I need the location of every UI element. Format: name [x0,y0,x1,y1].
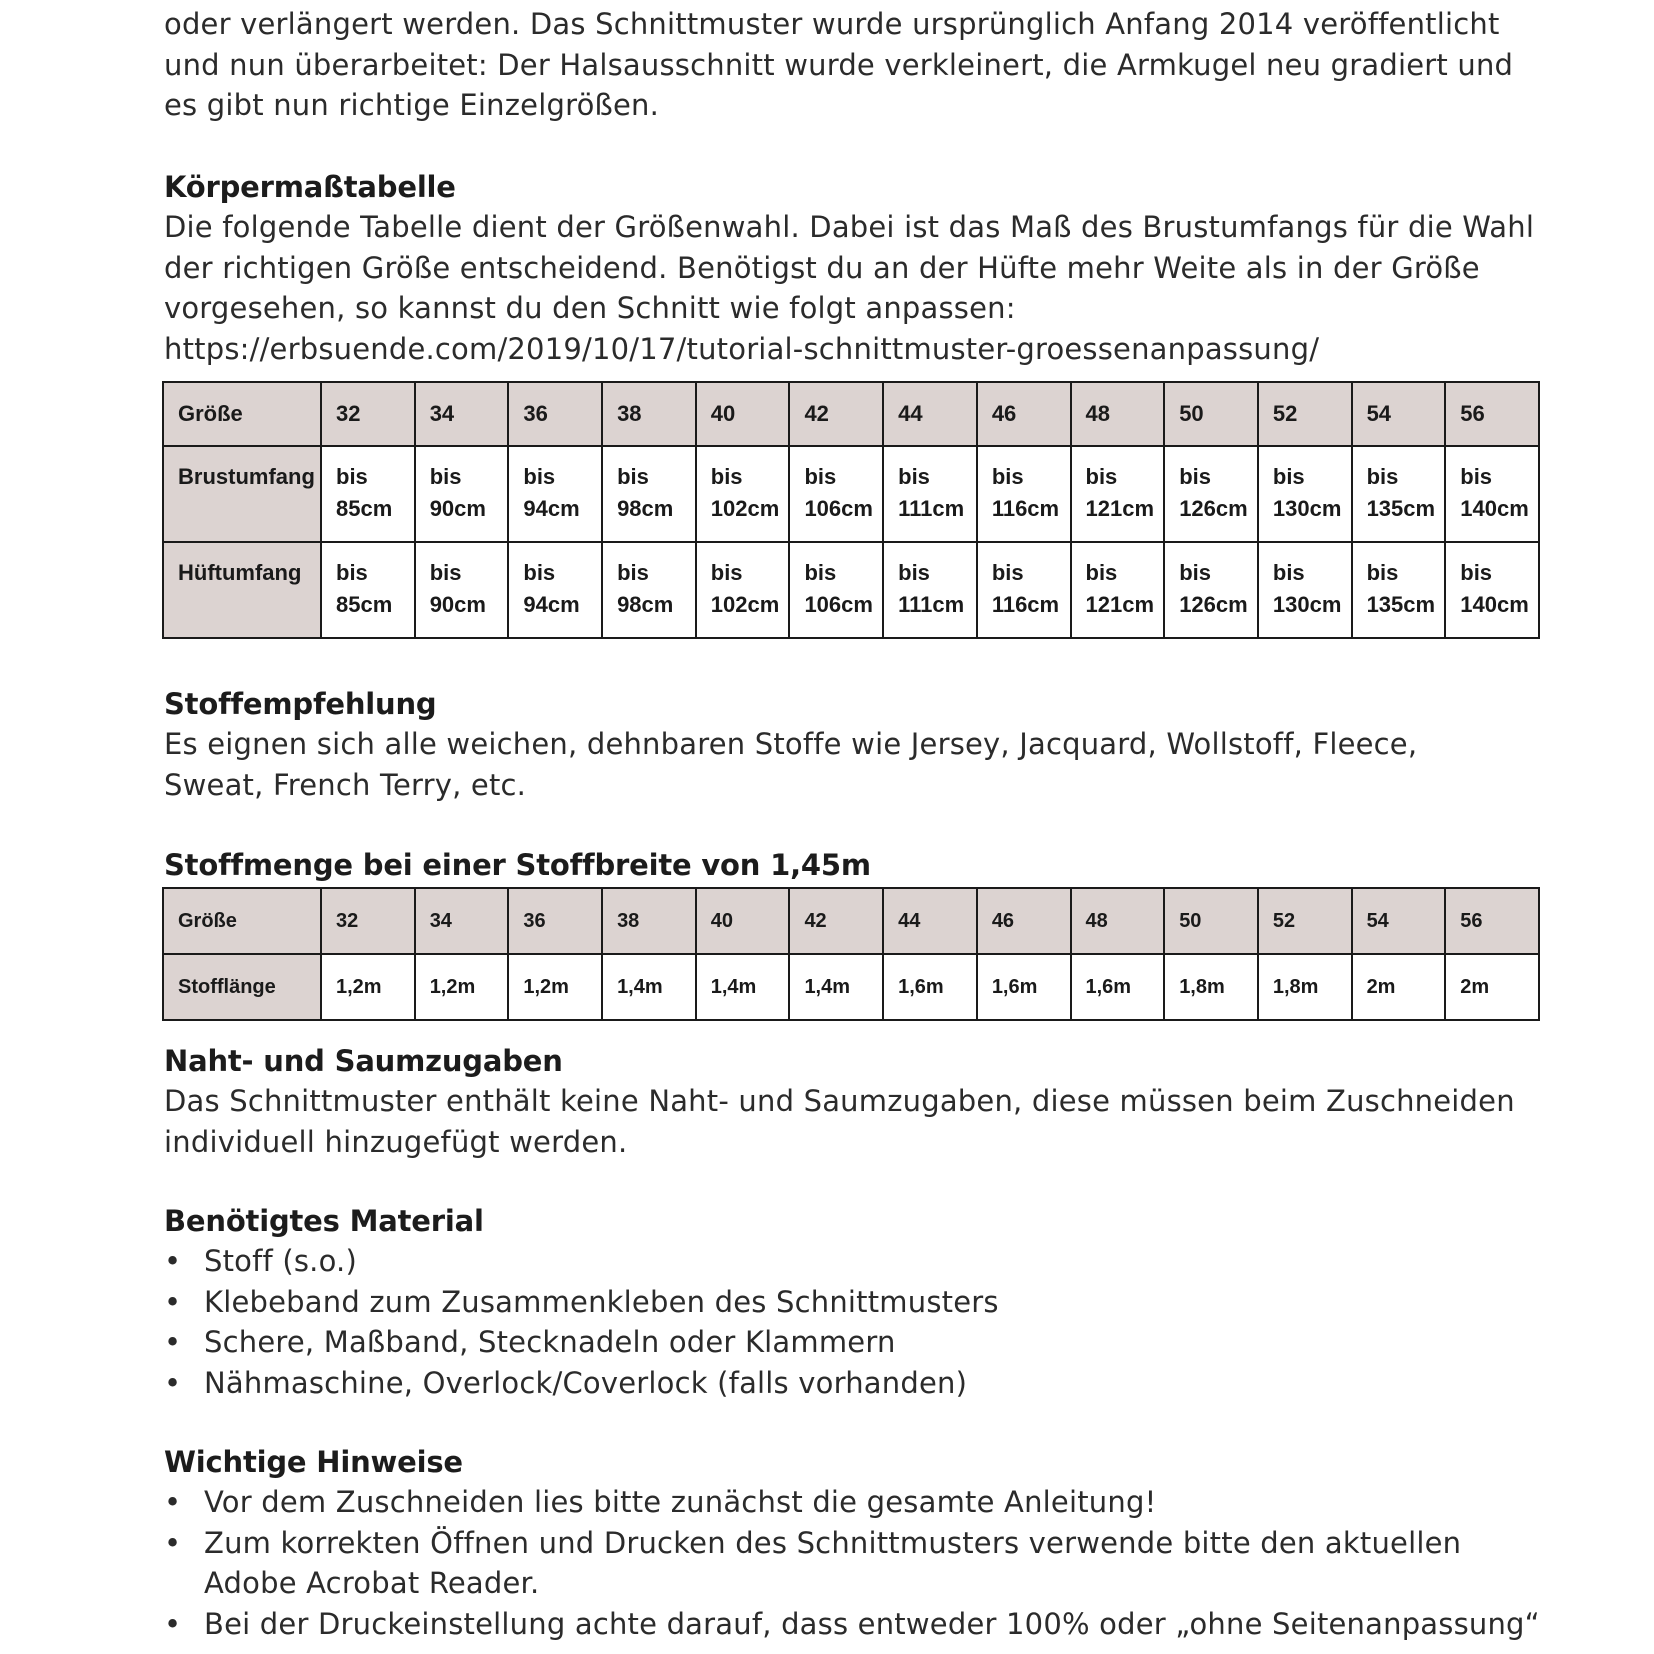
list-item: • Vor dem Zuschneiden lies bitte zunächst die gesamte Anleitung! [164,1482,1544,1523]
size-header-cell: 38 [602,382,696,446]
body-measurement-table [162,381,1540,639]
size-header-cell: 46 [977,382,1071,446]
size-header-cell: 48 [1071,888,1165,954]
measurement-cell: bis 116cm [977,542,1071,638]
fabric-length-cell: 2m [1352,954,1446,1020]
size-header-cell: 32 [321,888,415,954]
size-header-cell: 40 [696,888,790,954]
seam-line: Das Schnittmuster enthält keine Naht- und Saumzugaben, diese müssen beim Zuschneiden [164,1084,1515,1118]
seam-allowance-paragraph [164,1081,1544,1162]
size-header-cell: 48 [1071,382,1165,446]
size-header-cell: 44 [883,888,977,954]
important-notes-heading: Wichtige Hinweise [164,1445,463,1479]
row-label-cell: Hüftumfang [163,542,321,638]
material-heading: Benötigtes Material [164,1204,484,1238]
list-item: • Stoff (s.o.) [164,1241,1544,1282]
seam-allowance-heading: Naht- und Saumzugaben [164,1044,563,1078]
measurement-cell: bis 111cm [883,446,977,542]
body-measurement-heading: Körpermaßtabelle [164,170,456,204]
body-measurement-line: der richtigen Größe entscheidend. Benötigst du an der Hüfte mehr Weite als in der Größe [164,250,1480,285]
size-header-cell: 34 [415,382,509,446]
size-header-cell: 34 [415,888,509,954]
fabric-length-cell: 1,6m [883,954,977,1020]
size-header-cell: 44 [883,382,977,446]
size-header-cell: 52 [1258,382,1352,446]
fabric-length-cell: 1,2m [321,954,415,1020]
measurement-cell: bis 102cm [696,542,790,638]
measurement-cell: bis 140cm [1445,542,1539,638]
header-label-cell: Größe [163,382,321,446]
measurement-cell: bis 121cm [1071,446,1165,542]
fabric-length-cell: 1,4m [602,954,696,1020]
list-item: • Zum korrekten Öffnen und Drucken des Schnittmusters verwende bitte den aktuellen Adobe Acrobat Reader. [164,1523,1544,1604]
measurement-cell: bis 121cm [1071,542,1165,638]
fabric-length-cell: 1,8m [1258,954,1352,1020]
fabric-length-cell: 1,4m [789,954,883,1020]
list-item: • Bei der Druckeinstellung achte darauf, dass entweder 100% oder „ohne Seitenanpassung“ [164,1604,1544,1645]
measurement-cell: bis 102cm [696,446,790,542]
list-item: • Nähmaschine, Overlock/Coverlock (falls vorhanden) [164,1363,1544,1404]
fabric-length-row [163,954,1539,1020]
size-header-cell: 32 [321,382,415,446]
measurement-cell: bis 140cm [1445,446,1539,542]
fabric-length-cell: 2m [1445,954,1539,1020]
size-header-cell: 46 [977,888,1071,954]
size-header-cell: 36 [508,382,602,446]
size-header-cell: 54 [1352,888,1446,954]
row-label-cell: Brustumfang [163,446,321,542]
size-header-cell: 56 [1445,382,1539,446]
list-item: • Klebeband zum Zusammenkleben des Schnittmusters [164,1282,1544,1323]
measurement-cell: bis 106cm [789,446,883,542]
measurement-cell: bis 126cm [1164,446,1258,542]
fabric-length-cell: 1,2m [415,954,509,1020]
measurement-cell: bis 111cm [883,542,977,638]
intro-line: und nun überarbeitet: Der Halsausschnitt wurde verkleinert, die Armkugel neu gradiert und [164,47,1514,82]
fabric-line: Sweat, French Terry, etc. [164,767,527,802]
measurement-cell: bis 135cm [1352,446,1446,542]
size-header-cell: 56 [1445,888,1539,954]
size-header-cell: 50 [1164,888,1258,954]
measurement-cell: bis 98cm [602,542,696,638]
size-header-cell: 54 [1352,382,1446,446]
table-header-row [163,382,1539,446]
measurement-cell: bis 94cm [508,446,602,542]
measurement-cell: bis 135cm [1352,542,1446,638]
important-notes-list [164,1482,1544,1644]
measurement-cell: bis 85cm [321,446,415,542]
fabric-length-cell: 1,2m [508,954,602,1020]
measurement-cell: bis 98cm [602,446,696,542]
fabric-recommendation-paragraph [164,724,1544,805]
fabric-length-cell: 1,6m [1071,954,1165,1020]
measurement-cell: bis 85cm [321,542,415,638]
row-label-cell: Stofflänge [163,954,321,1020]
body-measurement-line: Die folgende Tabelle dient der Größenwahl. Dabei ist das Maß des Brustumfangs für die Wahl [164,210,1535,244]
fabric-length-cell: 1,4m [696,954,790,1020]
size-header-cell: 42 [789,888,883,954]
measurement-cell: bis 126cm [1164,542,1258,638]
measurement-cell: bis 116cm [977,446,1071,542]
measurement-cell: bis 94cm [508,542,602,638]
header-label-cell: Größe [163,888,321,954]
measurement-cell: bis 90cm [415,542,509,638]
body-measurement-paragraph [164,207,1544,369]
body-measurement-line: vorgesehen, so kannst du den Schnitt wie folgt anpassen: [164,291,1016,325]
fabric-amount-table [162,887,1540,1021]
fabric-amount-heading: Stoffmenge bei einer Stoffbreite von 1,45m [164,848,871,882]
size-header-cell: 42 [789,382,883,446]
measurement-cell: bis 130cm [1258,542,1352,638]
fabric-length-cell: 1,6m [977,954,1071,1020]
size-header-cell: 38 [602,888,696,954]
fabric-line: Es eignen sich alle weichen, dehnbaren Stoffe wie Jersey, Jacquard, Wollstoff, Fleece, [164,727,1418,761]
measurement-cell: bis 106cm [789,542,883,638]
size-adjustment-link[interactable]: https://erbsuende.com/2019/10/17/tutorial-schnittmuster-groessenanpassung/ [164,331,1320,366]
size-header-cell: 40 [696,382,790,446]
table-header-row [163,888,1539,954]
intro-line: oder verlängert werden. Das Schnittmuster wurde ursprünglich Anfang 2014 veröffentlicht [164,7,1500,41]
fabric-recommendation-heading: Stoffempfehlung [164,687,437,721]
chest-row [163,446,1539,542]
size-header-cell: 50 [1164,382,1258,446]
list-item: • Schere, Maßband, Stecknadeln oder Klammern [164,1322,1544,1363]
measurement-cell: bis 90cm [415,446,509,542]
size-header-cell: 36 [508,888,602,954]
size-header-cell: 52 [1258,888,1352,954]
intro-paragraph [164,4,1544,126]
material-list [164,1241,1544,1403]
hip-row [163,542,1539,638]
fabric-length-cell: 1,8m [1164,954,1258,1020]
measurement-cell: bis 130cm [1258,446,1352,542]
intro-line: es gibt nun richtige Einzelgrößen. [164,88,660,122]
seam-line: individuell hinzugefügt werden. [164,1124,628,1159]
